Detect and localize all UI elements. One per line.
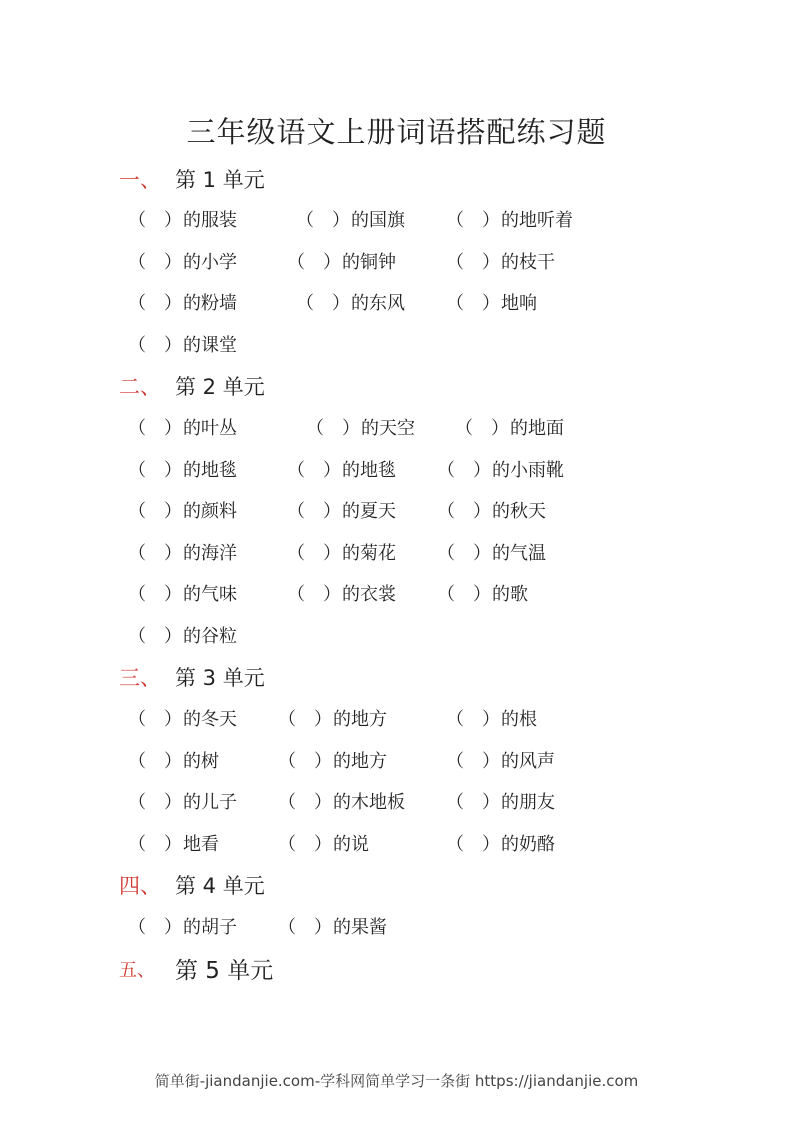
item-word: 的朋友 [501,792,555,813]
item-word: 的颜料 [183,501,237,522]
item-word: 的果酱 [333,917,387,938]
item-word: 的地方 [333,751,387,772]
item-word: 的粉墙 [183,293,237,314]
section-number: 三、 [119,666,161,690]
item-word: 的奶酪 [501,834,555,855]
item-word: 地响 [501,293,537,314]
item-word: 的地毯 [183,460,237,481]
item-word: 的风声 [501,751,555,772]
item-word: 的小学 [183,252,237,273]
item-word: 的小雨靴 [492,460,564,481]
footer-watermark-text: 简单街-jiandanjie.com-学科网简单学习一条街 https://jiandanjie.com [154,1072,639,1090]
item-word: 的说 [333,834,369,855]
section-label: 第 3 单元 [175,666,265,690]
item-word: 的气温 [492,543,546,564]
item-word: 的国旗 [351,210,405,231]
section-label: 第 4 单元 [175,874,265,898]
item-word: 的海洋 [183,543,237,564]
section-number: 四、 [119,874,161,898]
section-number: 五、 [119,960,155,981]
item-word: 的树 [183,751,219,772]
item-word: 的儿子 [183,792,237,813]
item-word: 的铜钟 [342,252,396,273]
item-word: 的菊花 [342,543,396,564]
item-word: 地看 [183,834,219,855]
section-label: 第 1 单元 [175,168,265,192]
section-number: 一、 [119,168,161,192]
item-word: 的谷粒 [183,626,237,647]
item-word: 的地听着 [501,210,573,231]
item-word: 的枝干 [501,252,555,273]
item-word: 的地面 [510,418,564,439]
item-word: 的地毯 [342,460,396,481]
item-word: 的衣裳 [342,584,396,605]
item-word: 的夏天 [342,501,396,522]
item-word: 的课堂 [183,335,237,356]
section-number: 二、 [119,375,161,399]
item-word: 的冬天 [183,709,237,730]
item-word: 的东风 [351,293,405,314]
item-word: 的秋天 [492,501,546,522]
section-label: 第 2 单元 [175,375,265,399]
item-word: 的气味 [183,584,237,605]
page-title: 三年级语文上册词语搭配练习题 [186,115,607,149]
section-label: 第 5 单元 [175,958,274,984]
item-word: 的地方 [333,709,387,730]
item-word: 的歌 [492,584,528,605]
item-word: 的叶丛 [183,418,237,439]
item-word: 的根 [501,709,537,730]
item-word: 的天空 [361,418,415,439]
item-word: 的木地板 [333,792,405,813]
item-word: 的胡子 [183,917,237,938]
item-word: 的服装 [183,210,237,231]
